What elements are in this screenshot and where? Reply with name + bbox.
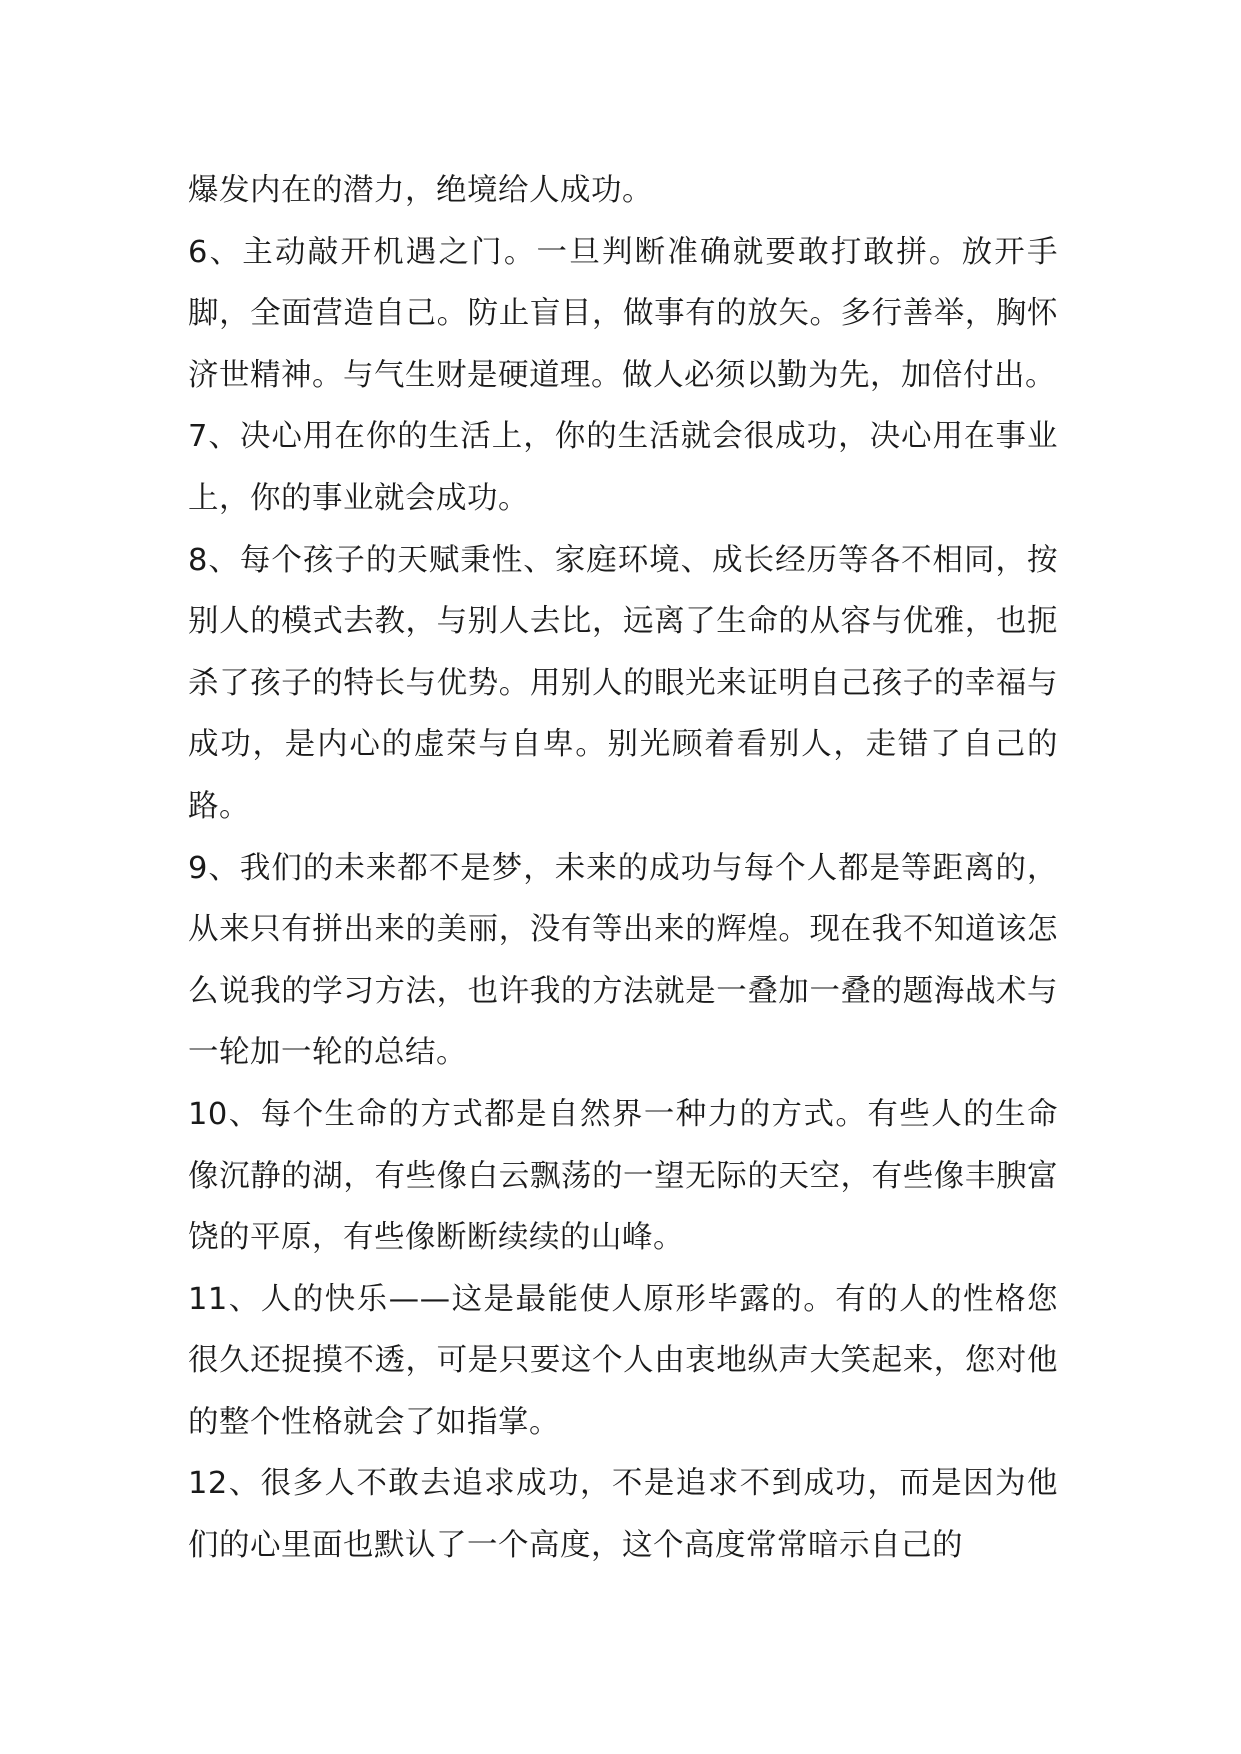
paragraph-item-11: 11、人的快乐——这是最能使人原形毕露的。有的人的性格您很久还捉摸不透，可是只要这个人由衷地纵声大笑起来，您对他的整个性格就会了如指掌。 (188, 1281, 1058, 1440)
document-body (188, 160, 1058, 1577)
paragraph-continuation: 爆发内在的潜力，绝境给人成功。 (188, 173, 653, 208)
paragraph-item-6: 6、主动敲开机遇之门。一旦判断准确就要敢打敢拼。放开手脚，全面营造自己。防止盲目，做事有的放矢。多行善举，胸怀济世精神。与气生财是硬道理。做人必须以勤为先，加倍付出。 (188, 234, 1058, 393)
paragraph-item-7: 7、决心用在你的生活上，你的生活就会很成功，决心用在事业上，你的事业就会成功。 (188, 419, 1058, 516)
paragraph-item-8: 8、每个孩子的天赋秉性、家庭环境、成长经历等各不相同，按别人的模式去教，与别人去比，远离了生命的从容与优雅，也扼杀了孩子的特长与优势。用别人的眼光来证明自己孩子的幸福与成功，是内心的虚荣与自卑。别光顾着看别人，走错了自己的路。 (188, 542, 1058, 824)
paragraph-item-9: 9、我们的未来都不是梦，未来的成功与每个人都是等距离的，从来只有拼出来的美丽，没有等出来的辉煌。现在我不知道该怎么说我的学习方法，也许我的方法就是一叠加一叠的题海战术与一轮加一轮的总结。 (188, 850, 1058, 1071)
paragraph-item-10: 10、每个生命的方式都是自然界一种力的方式。有些人的生命像沉静的湖，有些像白云飘荡的一望无际的天空，有些像丰腴富饶的平原，有些像断断续续的山峰。 (188, 1096, 1058, 1256)
paragraph-item-12: 12、很多人不敢去追求成功，不是追求不到成功，而是因为他们的心里面也默认了一个高度，这个高度常常暗示自己的 (188, 1466, 1058, 1564)
